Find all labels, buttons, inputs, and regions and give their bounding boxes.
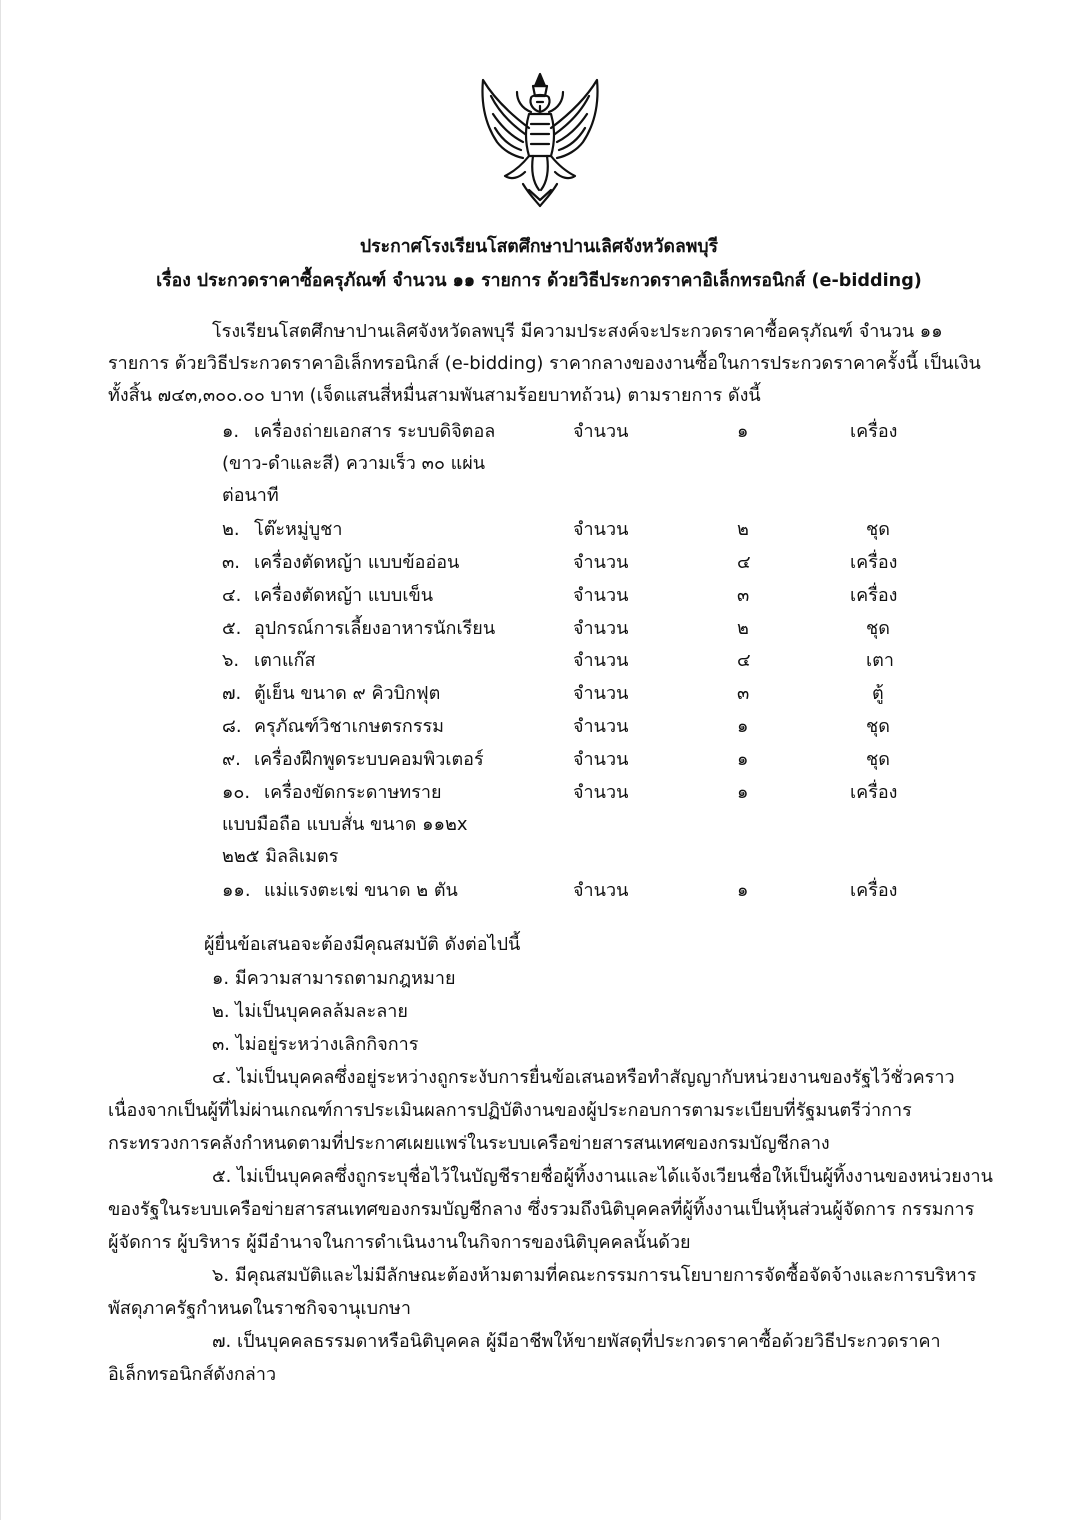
item-quantity: ๔: [737, 650, 751, 671]
item-unit: เครื่อง: [850, 880, 898, 901]
qualifications-heading: ผู้ยื่นข้อเสนอจะต้องมีคุณสมบัติ ดังต่อไปนี้: [204, 934, 521, 955]
item-unit: เครื่อง: [850, 782, 898, 803]
item-quantity: ๓: [737, 683, 750, 704]
item-name: เครื่องขัดกระดาษทราย: [264, 782, 442, 803]
item-number: ๑.: [222, 421, 240, 442]
item-quantity: ๒: [737, 519, 749, 540]
item-number: ๕.: [222, 618, 242, 639]
item-number: ๙.: [222, 749, 241, 770]
item-quantity-label: จำนวน: [573, 552, 629, 573]
item-number: ๑๑.: [222, 880, 251, 901]
item-name: ตู้เย็น ขนาด ๙ คิวบิกฟุต: [254, 683, 441, 704]
item-quantity-label: จำนวน: [573, 585, 629, 606]
item-quantity-label: จำนวน: [573, 519, 629, 540]
qualification-line: กระทรวงการคลังกำหนดตามที่ประกาศเผยแพร่ในระบบเครือข่ายสารสนเทศของกรมบัญชีกลาง: [108, 1133, 830, 1154]
item-name: โต๊ะหมู่บูชา: [254, 519, 343, 540]
item-name: แม่แรงตะเฆ่ ขนาด ๒ ตัน: [264, 880, 458, 901]
item-name: เครื่องตัดหญ้า แบบข้ออ่อน: [254, 552, 460, 573]
item-quantity-label: จำนวน: [573, 749, 629, 770]
intro-line: โรงเรียนโสตศึกษาปานเลิศจังหวัดลพบุรี มีความประสงค์จะประกวดราคาซื้อครุภัณฑ์ จำนวน ๑๑: [212, 321, 943, 342]
item-name: เครื่องถ่ายเอกสาร ระบบดิจิตอล: [254, 421, 496, 442]
item-unit: ชุด: [866, 618, 890, 639]
qualification-line: ของรัฐในระบบเครือข่ายสารสนเทศของกรมบัญชีกลาง ซึ่งรวมถึงนิติบุคคลที่ผู้ทิ้งงานเป็นหุ้นส่วนผู้จัดการ กรรมการ: [108, 1199, 975, 1220]
item-unit: ชุด: [866, 716, 890, 737]
intro-line: ทั้งสิ้น ๗๔๓,๓๐๐.๐๐ บาท (เจ็ดแสนสี่หมื่นสามพันสามร้อยบาทถ้วน) ตามรายการ ดังนี้: [108, 385, 761, 406]
qualification-line: อิเล็กทรอนิกส์ดังกล่าว: [108, 1364, 277, 1385]
item-unit: เตา: [866, 650, 894, 671]
item-name: เตาแก๊ส: [254, 650, 316, 671]
qualification-line: ๓. ไม่อยู่ระหว่างเลิกกิจการ: [212, 1034, 419, 1055]
item-quantity-label: จำนวน: [573, 618, 629, 639]
item-unit: เครื่อง: [850, 552, 898, 573]
item-quantity: ๒: [737, 618, 749, 639]
qualification-line: ๗. เป็นบุคคลธรรมดาหรือนิติบุคคล ผู้มีอาชีพให้ขายพัสดุที่ประกวดราคาซื้อด้วยวิธีประกวดราคา: [212, 1331, 941, 1352]
item-quantity-label: จำนวน: [573, 880, 629, 901]
item-quantity: ๑: [737, 782, 749, 803]
item-unit: ชุด: [866, 519, 890, 540]
item-unit: ตู้: [872, 683, 884, 704]
item-quantity: ๓: [737, 585, 750, 606]
item-number: ๒.: [222, 519, 240, 540]
item-unit: เครื่อง: [850, 421, 898, 442]
qualification-line: พัสดุภาครัฐกำหนดในราชกิจจานุเบกษา: [108, 1298, 411, 1319]
item-name: เครื่องตัดหญ้า แบบเข็น: [254, 585, 434, 606]
garuda-emblem-icon: [473, 72, 607, 208]
item-quantity: ๑: [737, 421, 749, 442]
intro-line: รายการ ด้วยวิธีประกวดราคาอิเล็กทรอนิกส์ (e-bidding) ราคากลางของงานซื้อในการประกวดราคาครั้งนี้ เป็นเงิน: [108, 353, 981, 374]
item-number: ๗.: [222, 683, 242, 704]
item-quantity: ๑: [737, 880, 749, 901]
qualification-line: ๑. มีความสามารถตามกฎหมาย: [212, 968, 456, 989]
item-name: ครุภัณฑ์วิชาเกษตรกรรม: [254, 716, 445, 737]
item-number: ๔.: [222, 585, 242, 606]
item-quantity: ๔: [737, 552, 751, 573]
qualification-line: ผู้จัดการ ผู้บริหาร ผู้มีอำนาจในการดำเนินงานในกิจการของนิติบุคคลนั้นด้วย: [108, 1232, 691, 1253]
item-quantity: ๑: [737, 749, 749, 770]
item-number: ๑๐.: [222, 782, 251, 803]
item-name: เครื่องฝึกพูดระบบคอมพิวเตอร์: [254, 749, 484, 770]
item-number: ๘.: [222, 716, 242, 737]
item-number: ๓.: [222, 552, 241, 573]
item-quantity-label: จำนวน: [573, 650, 629, 671]
item-quantity-label: จำนวน: [573, 421, 629, 442]
qualification-line: ๒. ไม่เป็นบุคคลล้มละลาย: [212, 1001, 408, 1022]
qualification-line: เนื่องจากเป็นผู้ที่ไม่ผ่านเกณฑ์การประเมินผลการปฏิบัติงานของผู้ประกอบการตามระเบียบที่รัฐมนตรีว่าการ: [108, 1100, 912, 1121]
item-quantity-label: จำนวน: [573, 782, 629, 803]
item-quantity-label: จำนวน: [573, 716, 629, 737]
announcement-subject: เรื่อง ประกวดราคาซื้อครุภัณฑ์ จำนวน ๑๑ รายการ ด้วยวิธีประกวดราคาอิเล็กทรอนิกส์ (e-bidding): [156, 270, 922, 291]
qualification-line: ๔. ไม่เป็นบุคคลซึ่งอยู่ระหว่างถูกระงับการยื่นข้อเสนอหรือทำสัญญากับหน่วยงานของรัฐไว้ชั่วคราว: [212, 1067, 955, 1088]
item-name: อุปกรณ์การเลี้ยงอาหารนักเรียน: [254, 618, 496, 639]
qualification-line: ๖. มีคุณสมบัติและไม่มีลักษณะต้องห้ามตามที่คณะกรรมการนโยบายการจัดซื้อจัดจ้างและการบริหาร: [212, 1265, 977, 1286]
item-unit: ชุด: [866, 749, 890, 770]
item-number: ๖.: [222, 650, 240, 671]
item-quantity: ๑: [737, 716, 749, 737]
item-quantity-label: จำนวน: [573, 683, 629, 704]
qualification-line: ๕. ไม่เป็นบุคคลซึ่งถูกระบุชื่อไว้ในบัญชีรายชื่อผู้ทิ้งงานและได้แจ้งเวียนชื่อให้เป็นผู้ทิ้งงานของหน่วยงาน: [212, 1166, 993, 1187]
page-title: ประกาศโรงเรียนโสตศึกษาปานเลิศจังหวัดลพบุรี: [359, 236, 719, 257]
item-unit: เครื่อง: [850, 585, 898, 606]
